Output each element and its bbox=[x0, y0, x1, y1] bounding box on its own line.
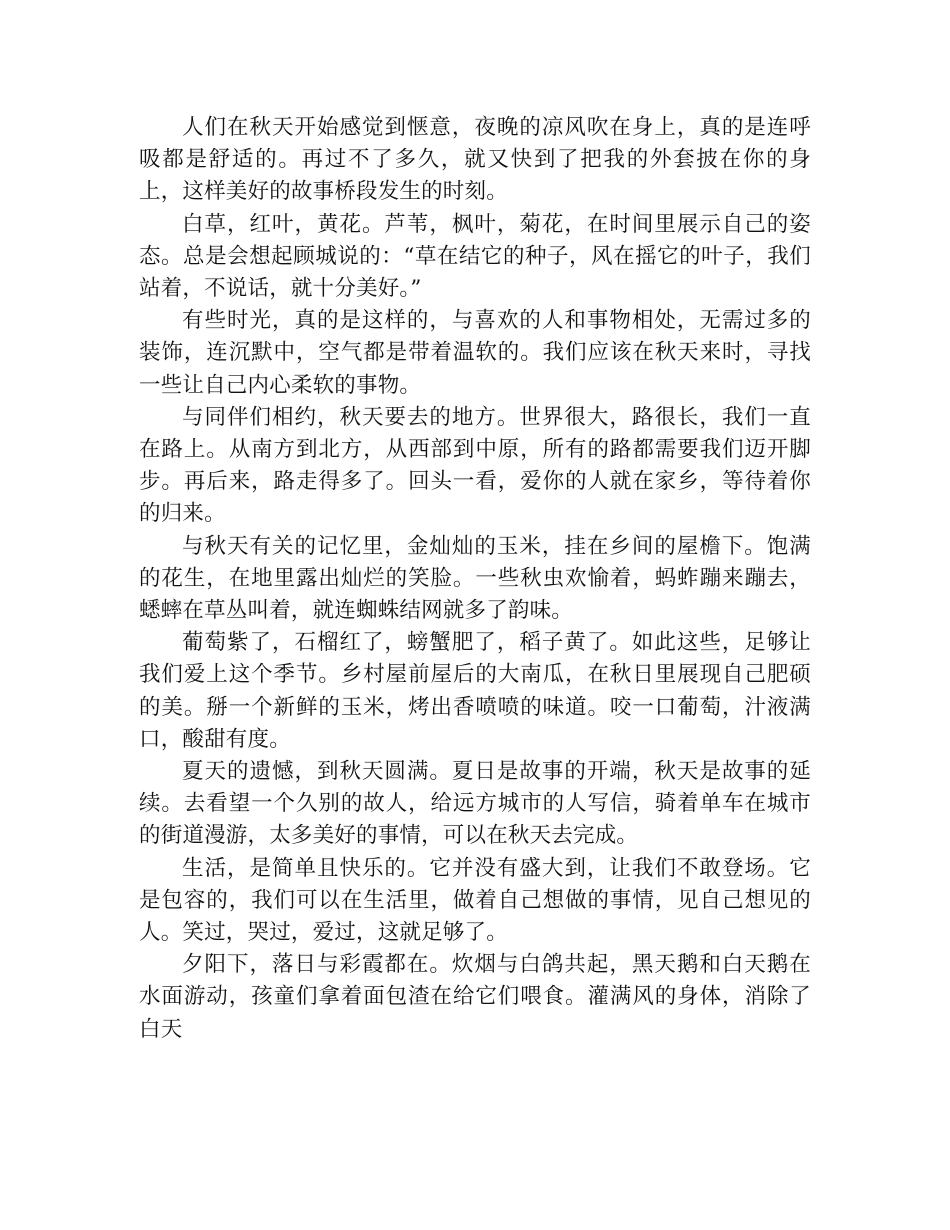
paragraph-2: 白草，红叶，黄花。芦苇，枫叶，菊花，在时间里展示自己的姿态。总是会想起顾城说的：“草在结它的种子，风在摇它的叶子，我们站着，不说话，就十分美好。” bbox=[139, 211, 811, 302]
paragraph-8: 生活，是简单且快乐的。它并没有盛大到，让我们不敢登场。它是包容的，我们可以在生活里，做着自己想做的事情，见自己想见的人。笑过，哭过，爱过，这就足够了。 bbox=[139, 855, 811, 946]
document-body bbox=[139, 112, 811, 1046]
paragraph-1: 人们在秋天开始感觉到惬意，夜晚的凉风吹在身上，真的是连呼吸都是舒适的。再过不了多久，就又快到了把我的外套披在你的身上，这样美好的故事桥段发生的时刻。 bbox=[139, 115, 811, 205]
paragraph-9: 夕阳下，落日与彩霞都在。炊烟与白鸽共起，黑天鹅和白天鹅在水面游动，孩童们拿着面包渣在给它们喂食。灌满风的身体，消除了白天 bbox=[139, 952, 811, 1042]
paragraph-5: 与秋天有关的记忆里，金灿灿的玉米，挂在乡间的屋檐下。饱满的花生，在地里露出灿烂的笑脸。一些秋虫欢愉着，蚂蚱蹦来蹦去，蟋蟀在草丛叫着，就连蜘蛛结网就多了韵味。 bbox=[139, 533, 811, 624]
paragraph-6: 葡萄紫了，石榴红了，螃蟹肥了，稻子黄了。如此这些，足够让我们爱上这个季节。乡村屋前屋后的大南瓜，在秋日里展现自己肥硕的美。掰一个新鲜的玉米，烤出香喷喷的味道。咬一口葡萄，汁液满口，酸甜有度。 bbox=[139, 630, 811, 752]
paragraph-4: 与同伴们相约，秋天要去的地方。世界很大，路很长，我们一直在路上。从南方到北方，从西部到中原，所有的路都需要我们迈开脚步。再后来，路走得多了。回头一看，爱你的人就在家乡，等待着你的归来。 bbox=[139, 404, 811, 527]
paragraph-7: 夏天的遗憾，到秋天圆满。夏日是故事的开端，秋天是故事的延续。去看望一个久别的故人，给远方城市的人写信，骑着单车在城市的街道漫游，太多美好的事情，可以在秋天去完成。 bbox=[139, 759, 811, 849]
paragraph-3: 有些时光，真的是这样的，与喜欢的人和事物相处，无需过多的装饰，连沉默中，空气都是带着温软的。我们应该在秋天来时，寻找一些让自己内心柔软的事物。 bbox=[139, 308, 811, 398]
